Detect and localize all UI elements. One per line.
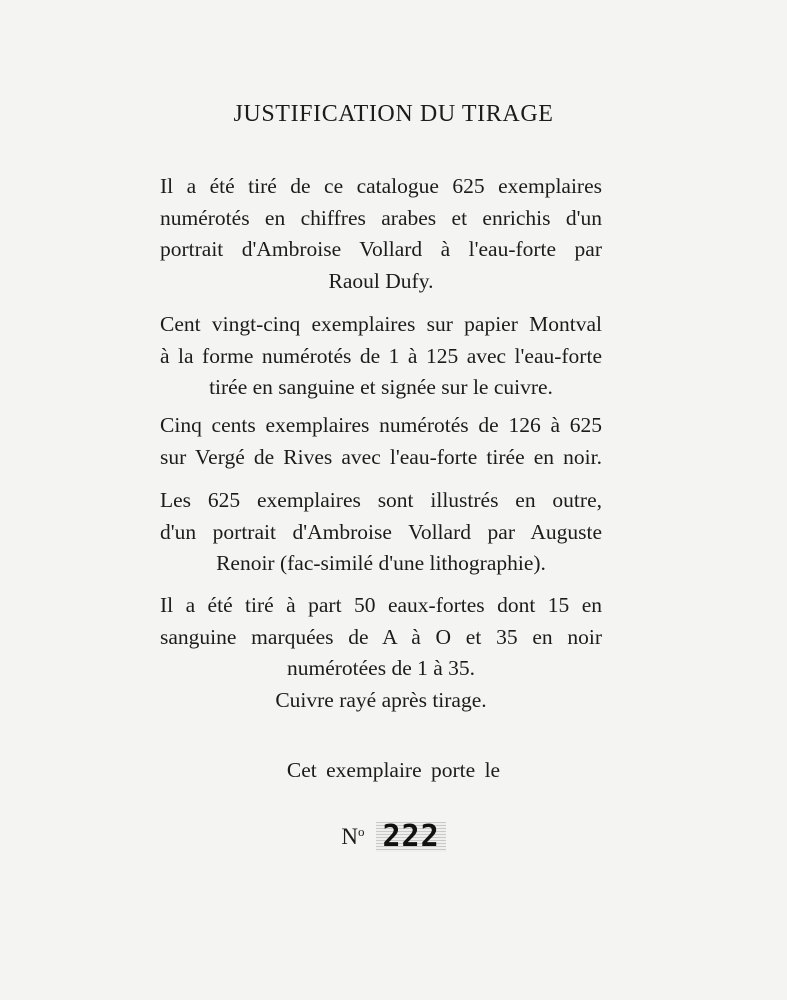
paragraph-rives: [160, 410, 602, 473]
copy-number-line: [0, 819, 787, 854]
text-line: d'un portrait d'Ambroise Vollard par Auguste: [160, 519, 602, 544]
copy-number: 222: [382, 819, 440, 854]
text-line: Cinq cents exemplaires numérotés de 126 à 625: [160, 413, 602, 437]
text-line: Cuivre rayé après tirage.: [275, 687, 487, 712]
text-line: Il a été tiré de ce catalogue 625 exemplaires: [160, 174, 602, 198]
text-line: portrait d'Ambroise Vollard à l'eau-forte par: [160, 237, 602, 261]
text-line: numérotées de 1 à 35.: [286, 656, 476, 680]
numero-superscript: o: [357, 824, 365, 839]
copy-number-stamp: [376, 819, 445, 854]
text-line: numérotés en chiffres arabes et enrichis d'un: [160, 205, 602, 230]
text-line: Cent vingt-cinq exemplaires sur papier Montval: [160, 312, 602, 336]
paragraph-renoir: [160, 485, 602, 580]
numero-label: [341, 824, 364, 849]
text-line: Raoul Dufy.: [328, 268, 434, 293]
paragraph-montval: [160, 309, 602, 404]
text-line: Renoir (fac-similé d'une lithographie).: [216, 551, 546, 575]
numero-letter: N: [341, 824, 358, 849]
paragraph-eaux-fortes: [160, 590, 602, 716]
text-line: tirée en sanguine et signée sur le cuivre.: [209, 375, 553, 399]
text-line: sur Vergé de Rives avec l'eau-forte tirée en noir.: [160, 444, 602, 469]
text-line: sanguine marquées de A à O et 35 en noir: [160, 624, 602, 649]
text-line: Les 625 exemplaires sont illustrés en outre,: [160, 488, 602, 512]
paragraph-edition: [160, 171, 602, 297]
page-title: JUSTIFICATION DU TIRAGE: [233, 101, 554, 127]
text-line: à la forme numérotés de 1 à 125 avec l'eau-forte: [160, 343, 602, 368]
text-line: Il a été tiré à part 50 eaux-fortes dont 15 en: [160, 593, 602, 617]
copy-statement: Cet exemplaire porte le: [286, 758, 501, 782]
